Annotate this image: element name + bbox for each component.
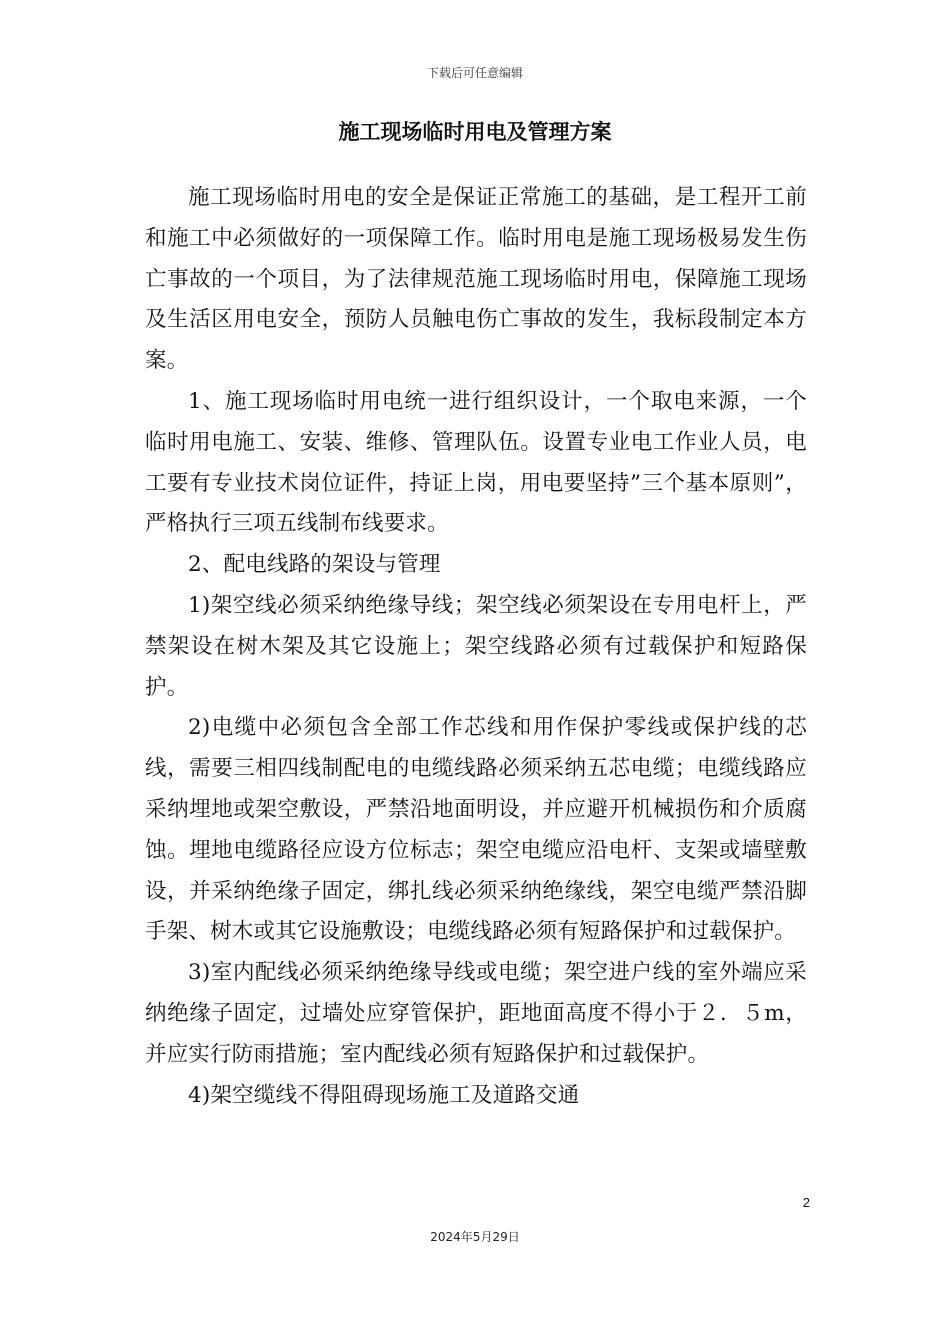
paragraph-2-2: 2)电缆中必须包含全部工作芯线和用作保护零线或保护线的芯线，需要三相四线制配电的电缆线路必须采纳五芯电缆；电缆线路应采纳埋地或架空敷设，严禁沿地面明设，并应避开机械损伤和介质腐蚀。埋地电缆路径应设方位标志；架空电缆应沿电杆、支架或墙壁敷设，并采纳绝缘子固定，绑扎线必须采纳绝缘线，架空电缆严禁沿脚手架、树木或其它设施敷设；电缆线路必须有短路保护和过载保护。 <box>145 715 807 945</box>
paragraph-2-heading: 2、配电线路的架设与管理 <box>188 552 441 578</box>
page-number: 2 <box>802 1195 810 1210</box>
paragraph-2-3: 3)室内配线必须采纳绝缘导线或电缆；架空进户线的室外端应采纳绝缘子固定，过墙处应穿管保护，距地面高度不得小于２．５m，并应实行防雨措施；室内配线必须有短路保护和过载保护。 <box>145 960 807 1067</box>
paragraph-2-1: 1)架空线必须采纳绝缘导线；架空线必须架设在专用电杆上，严禁架设在树木架及其它设施上；架空线路必须有过载保护和短路保护。 <box>145 592 807 700</box>
paragraph-intro: 施工现场临时用电的安全是保证正常施工的基础，是工程开工前和施工中必须做好的一项保障工作。临时用电是施工现场极易发生伤亡事故的一个项目，为了法律规范施工现场临时用电，保障施工现场及生活区用电安全，预防人员触电伤亡事故的发生，我标段制定本方案。 <box>145 185 807 374</box>
header-note: 下载后可任意编辑 <box>426 66 523 80</box>
paragraph-1: 1、施工现场临时用电统一进行组织设计，一个取电来源，一个临时用电施工、安装、维修、管理队伍。设置专业电工作业人员，电工要有专业技术岗位证件，持证上岗，用电要坚持”三个基本原则”，严格执行三项五线制布线要求。 <box>145 388 807 537</box>
document-title: 施工现场临时用电及管理方案 <box>338 120 612 144</box>
paragraph-2-4: 4)架空缆线不得阻碍现场施工及道路交通 <box>188 1082 580 1108</box>
document-body <box>145 178 807 1116</box>
footer-date: 2024年5月29日 <box>430 1230 520 1244</box>
